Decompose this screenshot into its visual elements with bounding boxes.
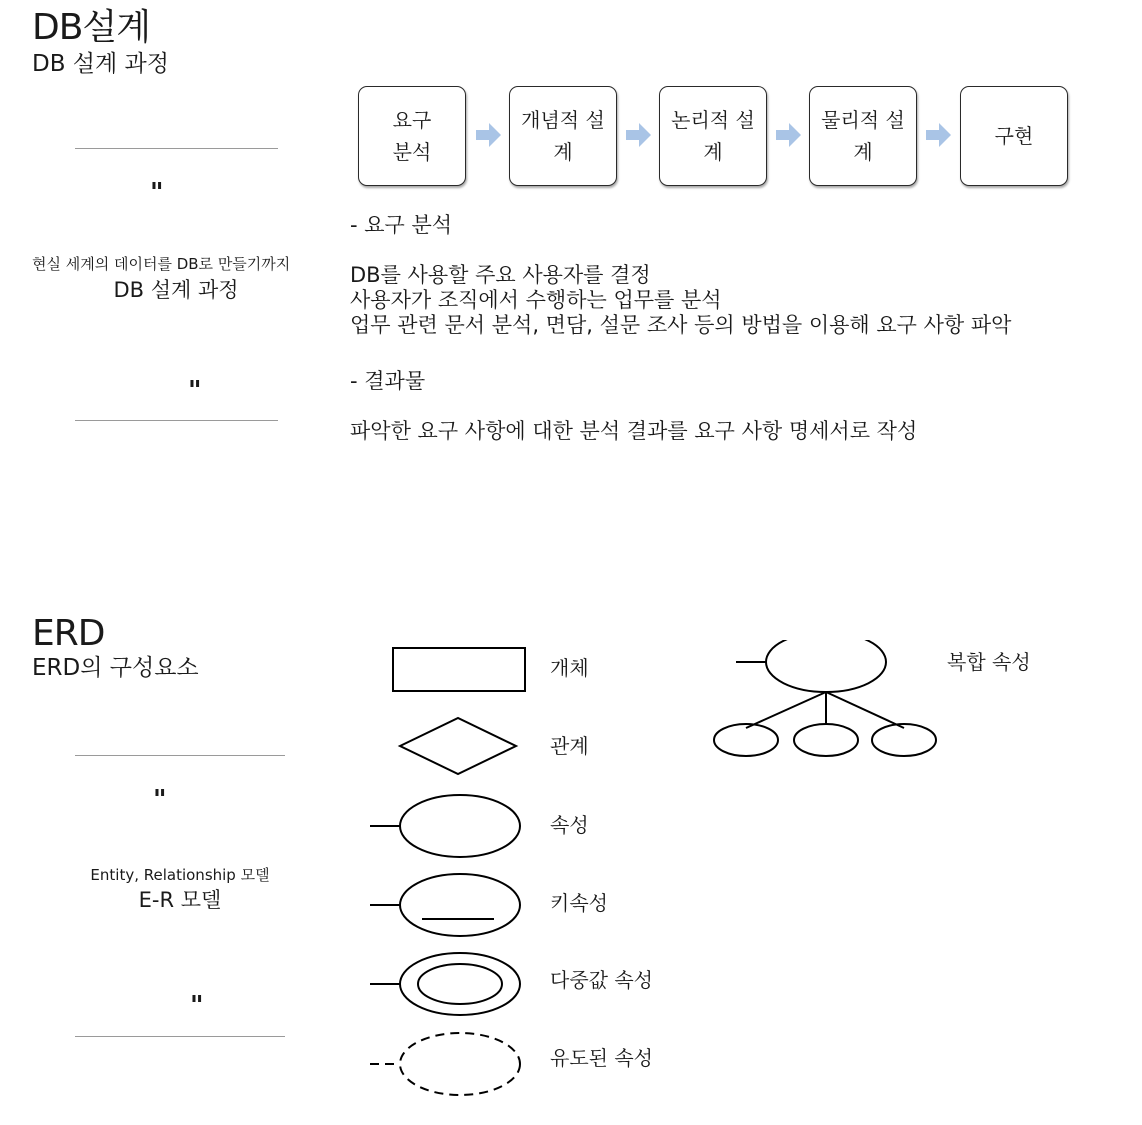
relationship-label: 관계 xyxy=(550,734,589,758)
caption-small: Entity, Relationship 모델 xyxy=(90,866,270,884)
quote-open-mark: " xyxy=(153,785,167,815)
step-label: 요구 분석 xyxy=(392,108,432,164)
top-divider xyxy=(75,755,285,756)
section1-title: DB설계 xyxy=(32,7,150,48)
entity-rectangle-icon xyxy=(393,648,525,691)
caption-large: DB 설계 과정 xyxy=(113,278,239,302)
step-requirements-analysis xyxy=(358,86,466,186)
step-label: 논리적 설 계 xyxy=(671,108,755,164)
bottom-divider xyxy=(75,1036,285,1037)
section2-subtitle: ERD의 구성요소 xyxy=(32,655,199,681)
caption-small: 현실 세계의 데이터를 DB로 만들기까지 xyxy=(32,255,291,273)
composite-attribute-label: 복합 속성 xyxy=(947,650,1031,674)
quote-open-mark: " xyxy=(150,178,164,208)
step-implementation xyxy=(960,86,1068,186)
derived-attribute-label: 유도된 속성 xyxy=(550,1046,653,1070)
section1-subtitle: DB 설계 과정 xyxy=(32,51,169,77)
result-text: 파악한 요구 사항에 대한 분석 결과를 요구 사항 명세서로 작성 xyxy=(350,419,918,443)
requirements-heading: - 요구 분석 xyxy=(350,213,453,237)
multivalued-attribute-label: 다중값 속성 xyxy=(550,968,653,992)
multivalued-attribute-ellipse-icon xyxy=(370,953,520,1015)
quote-close-mark: " xyxy=(190,991,204,1021)
erd-symbols xyxy=(360,640,960,1110)
key-attribute-label: 키속성 xyxy=(550,891,608,915)
requirements-line: 사용자가 조직에서 수행하는 업무를 분석 xyxy=(350,288,722,312)
key-attribute-ellipse-icon xyxy=(370,874,520,936)
entity-label: 개체 xyxy=(550,656,589,680)
attribute-ellipse-icon xyxy=(370,795,520,857)
right-arrow-icon xyxy=(776,122,802,148)
result-heading: - 결과물 xyxy=(350,369,426,393)
step-label: 물리적 설 계 xyxy=(821,108,905,164)
step-physical-design xyxy=(809,86,917,186)
bottom-divider xyxy=(75,420,278,421)
right-arrow-icon xyxy=(926,122,952,148)
step-conceptual-design xyxy=(509,86,617,186)
quote-close-mark: " xyxy=(188,376,202,406)
attribute-label: 속성 xyxy=(550,813,589,837)
requirements-line: 업무 관련 문서 분석, 면담, 설문 조사 등의 방법을 이용해 요구 사항 파악 xyxy=(350,313,1012,337)
step-label: 구현 xyxy=(994,124,1034,148)
caption-large: E-R 모델 xyxy=(138,888,222,912)
step-logical-design xyxy=(659,86,767,186)
section2-title: ERD xyxy=(32,613,105,654)
right-arrow-icon xyxy=(476,122,502,148)
derived-attribute-ellipse-icon xyxy=(370,1033,520,1095)
step-label: 개념적 설 계 xyxy=(521,108,605,164)
top-divider xyxy=(75,148,278,149)
right-arrow-icon xyxy=(626,122,652,148)
relationship-diamond-icon xyxy=(400,718,516,774)
requirements-line: DB를 사용할 주요 사용자를 결정 xyxy=(350,263,651,287)
composite-attribute-icon xyxy=(714,640,936,756)
